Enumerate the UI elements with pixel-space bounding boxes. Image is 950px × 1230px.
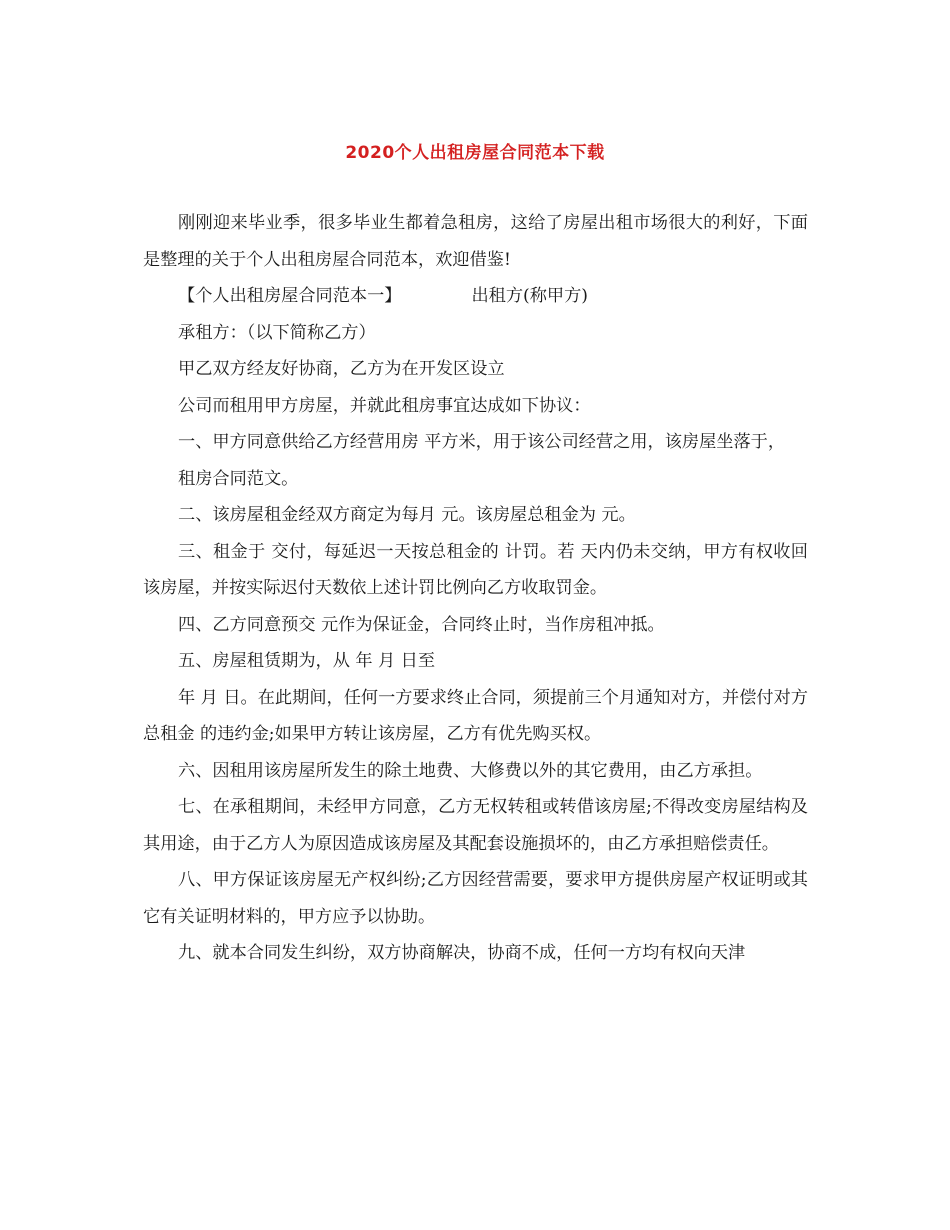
paragraph-clause-5-cont: 年 月 日。在此期间，任何一方要求终止合同，须提前三个月通知对方，并偿付对方总租金 的违约金;如果甲方转让该房屋，乙方有优先购买权。 (143, 687, 808, 744)
paragraph-negotiation: 甲乙双方经友好协商，乙方为在开发区设立 (178, 359, 505, 379)
paragraph-clause-2: 二、该房屋租金经双方商定为每月 元。该房屋总租金为 元。 (178, 505, 636, 525)
paragraph-clause-1: 一、甲方同意供给乙方经营用房 平方米，用于该公司经营之用，该房屋坐落于， (178, 432, 786, 452)
paragraph-section-heading (143, 278, 808, 315)
paragraph-clause-9: 九、就本合同发生纠纷，双方协商解决，协商不成，任何一方均有权向天津 (178, 943, 746, 963)
section-heading: 【个人出租房屋合同范本一】 (178, 286, 402, 306)
paragraph-clause-6: 六、因租用该房屋所发生的除土地费、大修费以外的其它费用，由乙方承担。 (178, 760, 763, 781)
paragraph-agreement: 公司而租用甲方房屋，并就此租房事宜达成如下协议： (178, 395, 591, 416)
paragraph-lessee: 承租方：（以下简称乙方） (178, 322, 376, 343)
lessor-label: 出租方(称甲方) (471, 286, 588, 306)
document-body (143, 205, 808, 972)
paragraph-clause-5: 五、房屋租赁期为，从 年 月 日至 (178, 651, 436, 671)
paragraph-intro: 刚刚迎来毕业季，很多毕业生都着急租房，这给了房屋出租市场很大的利好，下面是整理的关于个人出租房屋合同范本，欢迎借鉴! (143, 213, 808, 270)
document-title: 2020个人出租房屋合同范本下载 (345, 143, 605, 163)
paragraph-clause-8: 八、甲方保证该房屋无产权纠纷;乙方因经营需要，要求甲方提供房屋产权证明或其它有关证明材料的，甲方应予以协助。 (143, 870, 808, 927)
paragraph-clause-3: 三、租金于 交付，每延迟一天按总租金的 计罚。若 天内仍未交纳，甲方有权收回该房屋，并按实际迟付天数依上述计罚比例向乙方收取罚金。 (143, 541, 808, 598)
paragraph-clause-7: 七、在承租期间，未经甲方同意，乙方无权转租或转借该房屋;不得改变房屋结构及其用途，由于乙方人为原因造成该房屋及其配套设施损坏的，由乙方承担赔偿责任。 (143, 797, 808, 854)
paragraph-clause-4: 四、乙方同意预交 元作为保证金，合同终止时，当作房租冲抵。 (178, 614, 665, 635)
paragraph-contract-sample: 租房合同范文。 (178, 468, 299, 489)
